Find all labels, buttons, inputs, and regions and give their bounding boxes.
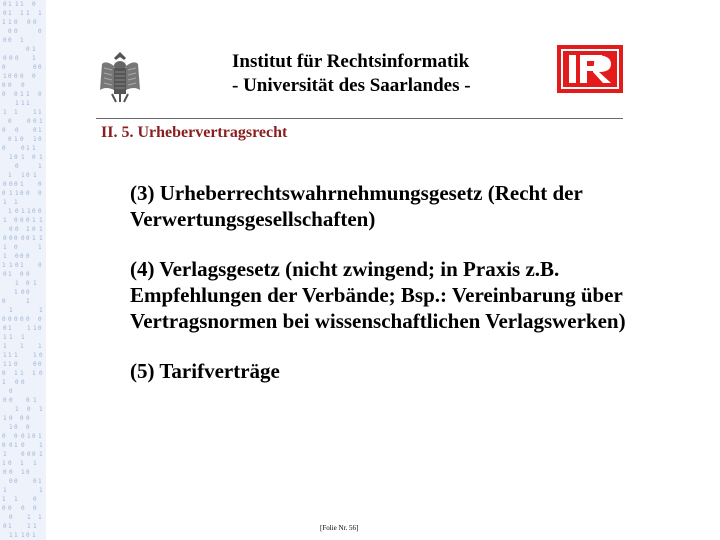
svg-text:1: 1 [9,190,13,197]
svg-text:0: 0 [38,262,42,269]
section-title: II. 5. Urhebervertragsrecht [101,124,288,141]
svg-text:0: 0 [8,316,12,323]
svg-text:0: 0 [21,451,25,458]
svg-text:1: 1 [3,343,7,350]
svg-text:1: 1 [2,262,6,269]
svg-text:0: 0 [3,325,7,332]
svg-text:0: 0 [14,433,18,440]
svg-text:0: 0 [3,469,7,476]
svg-text:0: 0 [38,361,42,368]
svg-text:0: 0 [20,253,24,260]
svg-text:0: 0 [15,253,19,260]
ifr-logo-icon [557,45,623,93]
svg-text:0: 0 [9,469,13,476]
svg-text:0: 0 [21,379,25,386]
svg-text:0: 0 [21,505,25,512]
svg-text:1: 1 [33,352,37,359]
svg-text:1: 1 [3,73,7,80]
svg-text:0: 0 [3,55,7,62]
svg-text:1: 1 [33,172,37,179]
svg-text:1: 1 [39,235,43,242]
svg-text:0: 0 [3,181,7,188]
svg-text:0: 0 [8,460,12,467]
svg-text:0: 0 [9,397,13,404]
svg-text:1: 1 [38,109,42,116]
svg-text:1: 1 [14,199,18,206]
svg-text:0: 0 [3,271,7,278]
svg-text:0: 0 [2,82,6,89]
svg-text:0: 0 [33,19,37,26]
svg-text:1: 1 [21,172,25,179]
svg-text:0: 0 [32,451,36,458]
svg-text:0: 0 [3,523,7,530]
svg-text:1: 1 [38,127,42,134]
svg-text:0: 0 [15,208,19,215]
svg-text:0: 0 [15,127,19,134]
svg-text:0: 0 [33,361,37,368]
svg-text:1: 1 [32,370,36,377]
svg-text:0: 0 [2,64,6,71]
svg-text:0: 0 [38,136,42,143]
svg-text:0: 0 [27,406,31,413]
svg-text:0: 0 [26,469,30,476]
svg-text:1: 1 [32,235,36,242]
svg-text:1: 1 [21,154,25,161]
svg-text:0: 0 [14,316,18,323]
svg-text:1: 1 [21,334,25,341]
svg-text:0: 0 [32,208,36,215]
svg-text:0: 0 [14,181,18,188]
svg-text:1: 1 [15,100,19,107]
svg-text:1: 1 [3,334,7,341]
svg-text:1: 1 [8,208,12,215]
svg-text:0: 0 [38,316,42,323]
svg-text:1: 1 [9,262,13,269]
svg-text:1: 1 [33,325,37,332]
svg-text:1: 1 [8,352,12,359]
svg-text:0: 0 [26,190,30,197]
svg-text:1: 1 [38,163,42,170]
svg-text:0: 0 [26,235,30,242]
institute-title-line2: - Universität des Saarlandes - [232,75,471,96]
svg-text:0: 0 [9,55,13,62]
svg-text:0: 0 [32,433,36,440]
svg-text:1: 1 [3,199,7,206]
svg-text:1: 1 [14,370,18,377]
svg-text:0: 0 [32,226,36,233]
slide-number-label: [Folie Nr. 56] [320,524,359,532]
svg-text:0: 0 [26,271,30,278]
svg-text:0: 0 [9,478,13,485]
svg-text:0: 0 [26,397,30,404]
svg-text:1: 1 [15,280,19,287]
svg-text:1: 1 [38,478,42,485]
svg-text:1: 1 [21,469,25,476]
svg-text:0: 0 [21,235,25,242]
svg-text:0: 0 [26,424,30,431]
svg-text:0: 0 [9,514,13,521]
svg-text:0: 0 [21,145,25,152]
svg-text:0: 0 [2,91,6,98]
svg-text:0: 0 [20,316,24,323]
svg-text:1: 1 [9,334,13,341]
svg-text:0: 0 [21,82,25,89]
svg-text:1: 1 [2,460,6,467]
svg-text:1: 1 [8,271,12,278]
svg-text:0: 0 [20,136,24,143]
svg-text:0: 0 [38,28,42,35]
svg-text:1: 1 [2,496,6,503]
svg-text:0: 0 [32,1,36,8]
svg-text:1: 1 [20,1,24,8]
svg-text:0: 0 [26,217,30,224]
svg-text:0: 0 [8,37,12,44]
svg-text:1: 1 [39,217,43,224]
svg-text:1: 1 [20,460,24,467]
svg-text:1: 1 [32,145,36,152]
svg-text:0: 0 [14,244,18,251]
svg-text:1: 1 [14,496,18,503]
svg-text:1: 1 [14,352,18,359]
svg-text:1: 1 [32,217,36,224]
university-seal-icon [96,46,144,104]
svg-text:1: 1 [15,406,19,413]
svg-text:0: 0 [3,1,7,8]
svg-text:1: 1 [14,136,18,143]
svg-text:0: 0 [9,415,13,422]
svg-text:1: 1 [27,208,31,215]
svg-text:0: 0 [14,217,18,224]
svg-text:0: 0 [14,361,18,368]
svg-text:0: 0 [2,505,6,512]
svg-text:1: 1 [3,415,7,422]
svg-text:1: 1 [14,532,18,539]
svg-text:1: 1 [20,343,24,350]
svg-text:0: 0 [32,154,36,161]
svg-text:1: 1 [39,154,43,161]
binary-pattern-icon [0,0,46,540]
svg-text:0: 0 [8,118,12,125]
svg-text:1: 1 [20,370,24,377]
svg-text:0: 0 [26,289,30,296]
svg-text:1: 1 [21,532,25,539]
svg-text:1: 1 [27,433,31,440]
institute-title [232,50,552,98]
svg-text:0: 0 [14,424,18,431]
svg-text:0: 0 [27,19,31,26]
svg-text:0: 0 [20,415,24,422]
svg-text:0: 0 [33,64,37,71]
svg-text:1: 1 [39,118,43,125]
svg-text:1: 1 [9,532,13,539]
svg-text:1: 1 [39,307,43,314]
svg-text:0: 0 [26,532,30,539]
svg-text:0: 0 [14,19,18,26]
svg-text:0: 0 [15,163,19,170]
svg-text:0: 0 [38,325,42,332]
svg-text:1: 1 [33,397,37,404]
svg-text:1: 1 [26,10,30,17]
svg-text:0: 0 [8,82,12,89]
svg-text:0: 0 [9,235,13,242]
svg-text:1: 1 [15,1,19,8]
svg-text:1: 1 [39,487,43,494]
header-divider [96,118,623,119]
svg-text:1: 1 [8,1,12,8]
svg-text:1: 1 [3,109,7,116]
svg-text:0: 0 [9,388,13,395]
svg-text:1: 1 [14,289,18,296]
svg-text:1: 1 [33,280,37,287]
svg-text:0: 0 [21,433,25,440]
svg-text:1: 1 [9,154,13,161]
svg-text:1: 1 [8,325,12,332]
svg-text:0: 0 [2,127,6,134]
svg-text:0: 0 [2,370,6,377]
svg-text:1: 1 [32,55,36,62]
svg-text:0: 0 [9,181,13,188]
svg-text:1: 1 [3,253,7,260]
svg-text:0: 0 [20,217,24,224]
svg-text:0: 0 [21,442,25,449]
svg-text:1: 1 [38,343,42,350]
svg-text:1: 1 [3,451,7,458]
svg-text:1: 1 [14,109,18,116]
svg-text:0: 0 [2,298,6,305]
svg-text:0: 0 [38,181,42,188]
svg-text:1: 1 [21,208,25,215]
svg-text:0: 0 [27,118,31,125]
svg-text:1: 1 [39,226,43,233]
svg-text:0: 0 [27,451,31,458]
svg-text:0: 0 [20,271,24,278]
content-item: (5) Tarifverträge [130,359,280,383]
svg-text:1: 1 [20,262,24,269]
svg-text:0: 0 [20,73,24,80]
svg-text:1: 1 [3,361,7,368]
svg-text:1: 1 [26,298,30,305]
svg-text:0: 0 [14,73,18,80]
binary-decoration-strip [0,0,46,540]
svg-text:0: 0 [38,91,42,98]
svg-text:1: 1 [38,514,42,521]
svg-text:0: 0 [26,253,30,260]
svg-text:1: 1 [32,46,36,53]
svg-text:1: 1 [33,460,37,467]
svg-text:1: 1 [26,100,30,107]
svg-text:0: 0 [15,55,19,62]
svg-text:0: 0 [26,172,30,179]
svg-text:1: 1 [33,523,37,530]
svg-text:0: 0 [15,379,19,386]
svg-text:0: 0 [26,415,30,422]
svg-text:1: 1 [20,10,24,17]
institute-title-line1: Institut für Rechtsinformatik [232,51,470,72]
svg-text:1: 1 [9,307,13,314]
svg-text:1: 1 [38,10,42,17]
svg-text:1: 1 [8,172,12,179]
svg-text:0: 0 [3,397,7,404]
svg-text:1: 1 [38,433,42,440]
svg-text:1: 1 [32,532,36,539]
svg-text:0: 0 [3,235,7,242]
svg-text:1: 1 [27,523,31,530]
svg-text:0: 0 [20,190,24,197]
svg-text:0: 0 [8,505,12,512]
svg-text:0: 0 [21,289,25,296]
svg-text:0: 0 [8,136,12,143]
svg-text:1: 1 [26,91,30,98]
svg-text:0: 0 [14,91,18,98]
svg-text:1: 1 [3,217,7,224]
svg-text:1: 1 [8,361,12,368]
svg-text:1: 1 [33,136,37,143]
content-item: (3) Urheberrechtswahrnehmungsgesetz (Recht der Verwertungsgesellschaften) [130,181,583,231]
svg-text:1: 1 [26,226,30,233]
svg-text:0: 0 [8,28,12,35]
svg-text:1: 1 [38,244,42,251]
svg-text:0: 0 [32,73,36,80]
svg-text:1: 1 [3,487,7,494]
svg-text:1: 1 [8,19,12,26]
svg-text:0: 0 [15,262,19,269]
svg-text:0: 0 [33,118,37,125]
svg-text:0: 0 [14,478,18,485]
svg-text:1: 1 [20,91,24,98]
svg-text:0: 0 [2,190,6,197]
svg-text:0: 0 [38,208,42,215]
svg-text:1: 1 [39,406,43,413]
svg-text:0: 0 [15,226,19,233]
svg-text:1: 1 [2,379,6,386]
svg-text:1: 1 [3,352,7,359]
svg-text:1: 1 [20,181,24,188]
svg-text:0: 0 [38,190,42,197]
svg-text:1: 1 [2,19,6,26]
svg-text:0: 0 [38,64,42,71]
svg-text:1: 1 [26,145,30,152]
svg-text:0: 0 [39,370,43,377]
svg-text:0: 0 [2,145,6,152]
svg-text:0: 0 [33,505,37,512]
svg-text:0: 0 [14,28,18,35]
svg-text:1: 1 [33,109,37,116]
svg-text:0: 0 [14,235,18,242]
svg-text:1: 1 [8,10,12,17]
svg-text:1: 1 [15,190,19,197]
svg-text:1: 1 [27,325,31,332]
svg-text:0: 0 [9,226,13,233]
svg-text:0: 0 [9,442,13,449]
content-list [130,180,690,408]
svg-text:0: 0 [2,433,6,440]
svg-text:1: 1 [39,442,43,449]
svg-text:0: 0 [26,46,30,53]
svg-text:0: 0 [39,352,43,359]
svg-text:1: 1 [27,514,31,521]
svg-text:1: 1 [20,37,24,44]
svg-text:1: 1 [39,451,43,458]
svg-text:0: 0 [33,496,37,503]
svg-text:1: 1 [3,244,7,251]
svg-text:1: 1 [21,100,25,107]
svg-text:1: 1 [9,424,13,431]
svg-text:0: 0 [3,10,7,17]
svg-text:0: 0 [3,37,7,44]
svg-text:0: 0 [26,316,30,323]
svg-text:0: 0 [2,442,6,449]
svg-text:1: 1 [14,442,18,449]
svg-text:0: 0 [8,73,12,80]
svg-text:1: 1 [8,523,12,530]
svg-text:0: 0 [26,280,30,287]
svg-text:0: 0 [14,154,18,161]
content-item: (4) Verlagsgesetz (nicht zwingend; in Praxis z.B. Empfehlungen der Verbände; Bsp.: Vereinbarung über Vertragsnormen bei wissenschaftlichen Verlagswerken) [130,257,626,333]
svg-text:0: 0 [33,478,37,485]
svg-text:0: 0 [33,127,37,134]
svg-text:0: 0 [2,316,6,323]
